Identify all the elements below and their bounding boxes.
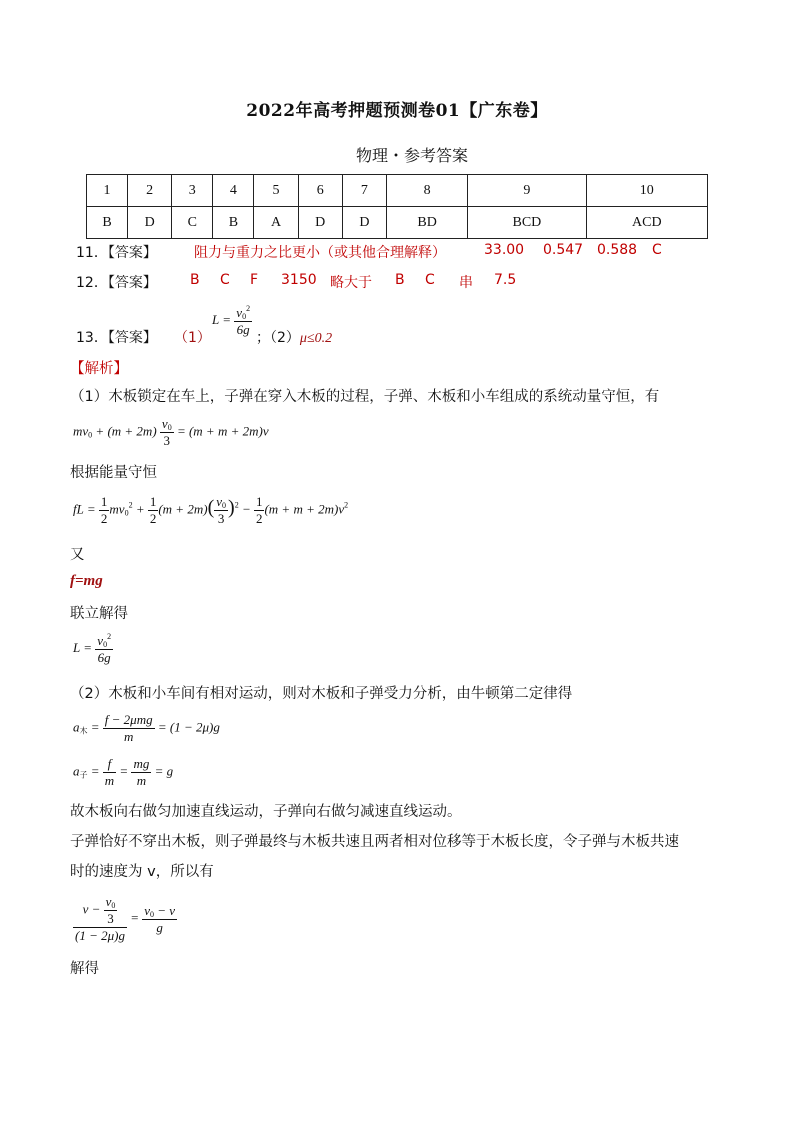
analysis-paragraph: 时的速度为 v，所以有 bbox=[70, 864, 214, 880]
q12-value: C bbox=[425, 272, 435, 288]
table-cell: C bbox=[172, 207, 213, 239]
table-cell: 6 bbox=[298, 175, 342, 207]
q12-value: 7.5 bbox=[494, 272, 517, 288]
q12-value: B bbox=[395, 272, 405, 288]
analysis-paragraph: 联立解得 bbox=[70, 606, 128, 622]
q12-prefix: 12．【答案】 bbox=[76, 275, 157, 291]
q12-answer-line bbox=[76, 272, 517, 292]
q13-part1-label: （1） bbox=[174, 330, 211, 346]
bullet-acceleration-equation: $a_子$ = $\frac{f}{m}$ = $\frac{mg}{m}$ = g bbox=[73, 756, 174, 788]
table-cell: ACD bbox=[586, 207, 707, 239]
time-equality-equation: v − $\frac{v_0}{3}$ (1 − 2μ)g = $\frac{v_0 - v}{g}$ bbox=[75, 894, 176, 943]
energy-equation: fL = $\frac{1}{2}$ $mv_0^2$ + $\frac{1}{2}$ (m + 2m)( $\frac{v_0}{3}$ )$^2$ − $\frac{1}{2}$ $(m + m + 2m)v^2$ bbox=[73, 494, 349, 526]
table-cell: B bbox=[213, 207, 254, 239]
q11-value: C bbox=[652, 242, 662, 258]
table-cell: 10 bbox=[586, 175, 707, 207]
answer-table-number-row bbox=[87, 175, 708, 207]
table-cell: 9 bbox=[468, 175, 586, 207]
analysis-paragraph: 故木板向右做匀加速直线运动，子弹向右做匀减速直线运动。 bbox=[70, 804, 462, 820]
analysis-paragraph: 根据能量守恒 bbox=[70, 465, 157, 481]
q11-answer-line bbox=[76, 242, 662, 262]
page-subtitle: 物理・参考答案 bbox=[355, 146, 468, 165]
table-cell: 7 bbox=[342, 175, 386, 207]
result-L-equation: L = $\frac{v_0^2}{6g}$ bbox=[73, 632, 112, 665]
analysis-label: 【解析】 bbox=[70, 361, 128, 377]
q11-value: 33.00 bbox=[484, 242, 525, 258]
q12-value: F bbox=[250, 272, 259, 288]
table-cell: 2 bbox=[128, 175, 172, 207]
answer-table-answer-row bbox=[87, 207, 708, 239]
table-cell: 1 bbox=[87, 175, 128, 207]
table-cell: 4 bbox=[213, 175, 254, 207]
table-cell: D bbox=[298, 207, 342, 239]
q13-separator: ；（2） bbox=[256, 330, 300, 346]
momentum-equation: $mv_0 + (m + 2m)$ $\frac{v_0}{3}$ = (m + m + 2m)v bbox=[73, 416, 269, 448]
q13-answer-line bbox=[76, 327, 211, 347]
q12-value: B bbox=[190, 272, 200, 288]
table-cell: 5 bbox=[254, 175, 298, 207]
table-cell: 8 bbox=[386, 175, 467, 207]
q13-part2-value: μ≤0.2 bbox=[299, 331, 333, 346]
q13-part2 bbox=[256, 327, 332, 347]
page-title: 2022年高考押题预测卷01【广东卷】 bbox=[246, 101, 548, 121]
q13-prefix: 13．【答案】 bbox=[76, 330, 157, 346]
q11-value: 0.588 bbox=[597, 242, 638, 258]
analysis-paragraph: 子弹恰好不穿出木板，则子弹最终与木板共速且两者相对位移等于木板长度，令子弹与木板共速 bbox=[70, 834, 679, 850]
table-cell: 3 bbox=[172, 175, 213, 207]
analysis-paragraph: 解得 bbox=[70, 961, 99, 977]
q12-value: 3150 bbox=[281, 272, 317, 288]
table-cell: BD bbox=[386, 207, 467, 239]
table-cell: D bbox=[128, 207, 172, 239]
q11-prefix: 11．【答案】 bbox=[76, 245, 157, 261]
q13-formula-L: L = $\frac{v_0^2}{6g}$ bbox=[212, 304, 251, 337]
q12-value: 略大于 bbox=[330, 275, 372, 291]
answer-table bbox=[86, 174, 708, 239]
q12-value: 串 bbox=[459, 275, 473, 291]
friction-equation: f=mg bbox=[70, 573, 103, 589]
analysis-paragraph: （2）木板和小车间有相对运动，则对木板和子弹受力分析，由牛顿第二定律得 bbox=[70, 686, 573, 702]
q12-value: C bbox=[220, 272, 230, 288]
table-cell: A bbox=[254, 207, 298, 239]
table-cell: B bbox=[87, 207, 128, 239]
analysis-paragraph: （1）木板锁定在车上，子弹在穿入木板的过程，子弹、木板和小车组成的系统动量守恒，有 bbox=[70, 389, 660, 405]
board-acceleration-equation: $a_木$ = $\frac{\text{f − 2μmg}}{m}$ = (1 − 2μ)g bbox=[73, 712, 220, 744]
analysis-paragraph: 又 bbox=[70, 547, 85, 563]
table-cell: D bbox=[342, 207, 386, 239]
q11-value: 0.547 bbox=[543, 242, 584, 258]
q11-text: 阻力与重力之比更小（或其他合理解释） bbox=[194, 245, 446, 261]
table-cell: BCD bbox=[468, 207, 586, 239]
